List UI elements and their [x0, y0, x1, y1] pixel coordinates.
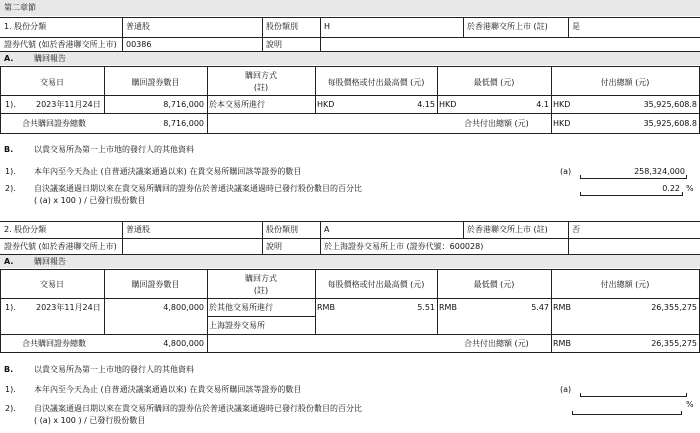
b-item2-index: 2).: [5, 404, 16, 413]
share-type-label: 股份類別: [266, 22, 298, 31]
row-total: 26,355,275: [651, 303, 697, 312]
row-low: 5.47: [531, 303, 549, 312]
col-header-method-note: (註): [253, 286, 269, 295]
col-header-qty: 購回證券數目: [131, 280, 180, 289]
share-type-value: H: [324, 22, 331, 31]
col-header-total: 付出總額 (元): [600, 280, 650, 289]
b-item1-tag: (a): [560, 167, 572, 176]
row-low-ccy: HKD: [439, 100, 457, 109]
col-header-low: 最低價 (元): [473, 280, 515, 289]
section-b-title: 以貴交易所為第一上市地的發行人的其他資料: [34, 145, 194, 154]
b-item2-formula: ( (a) x 100 ) / 已發行股份數目: [34, 416, 146, 425]
row-high: 4.15: [417, 100, 435, 109]
stock-code-value: 00386: [126, 40, 152, 49]
section-a-bg: [0, 255, 700, 268]
total-paid-value: 35,925,608.8: [643, 119, 697, 128]
section-a-bg: [0, 52, 700, 65]
b-item2-text: 自決議案通過日期以來在貴交易所購回的證券佔於普通決議案通過時已發行股份數目的百分比: [34, 184, 362, 193]
row-high-ccy: RMB: [317, 303, 335, 312]
total-qty-value: 4,800,000: [163, 339, 204, 348]
share-class-label: 2. 股份分類: [4, 225, 47, 234]
total-paid-ccy: HKD: [553, 119, 571, 128]
share-class-value: 普通股: [126, 225, 150, 234]
row-method-exchange: 上海證券交易所: [209, 321, 265, 330]
row-total: 35,925,608.8: [643, 100, 697, 109]
col-header-high: 每股價格或付出最高價 (元): [327, 280, 425, 289]
listed-hk-value: 是: [572, 22, 580, 31]
total-paid-value: 26,355,275: [651, 339, 697, 348]
share-class-label: 1. 股份分類: [4, 22, 47, 31]
b-item1-value: 258,324,000: [634, 167, 685, 176]
total-paid-ccy: RMB: [553, 339, 571, 348]
b-item1-text: 本年內至今天為止 (自普通決議案通過以來) 在貴交易所購回該等證券的數目: [34, 385, 302, 394]
row-index: 1).: [5, 100, 16, 109]
section-b-letter: B.: [4, 365, 14, 374]
description-label: 說明: [266, 40, 282, 49]
row-high-ccy: HKD: [317, 100, 335, 109]
listed-hk-value: 否: [572, 225, 580, 234]
section-a-title: 購回報告: [34, 257, 66, 266]
col-header-method: 購回方式: [245, 274, 277, 283]
row-method: 於其他交易所進行: [209, 303, 273, 312]
row-qty: 4,800,000: [163, 303, 204, 312]
col-header-method-note: (註): [253, 83, 269, 92]
row-low: 4.1: [536, 100, 549, 109]
chapter-header-bg: [0, 0, 700, 16]
total-qty-label: 合共購回證券總數: [22, 119, 86, 128]
stock-code-label: 證券代號 (如於香港聯交所上市): [4, 40, 117, 49]
section-b-letter: B.: [4, 145, 14, 154]
chapter-title: 第二章節: [4, 3, 36, 12]
b-item1-text: 本年內至今天為止 (自普通決議案通過以來) 在貴交易所購回該等證券的數目: [34, 167, 302, 176]
col-header-qty: 購回證券數目: [131, 78, 180, 87]
row-index: 1).: [5, 303, 16, 312]
b-item2-formula: ( (a) x 100 ) / 已發行股份數目: [34, 196, 146, 205]
description-value: 於上海證券交易所上市 (證券代號：600028): [324, 242, 484, 251]
b-item2-unit: %: [686, 400, 694, 409]
row-high: 5.51: [417, 303, 435, 312]
section-b-title: 以貴交易所為第一上市地的發行人的其他資料: [34, 365, 194, 374]
row-date: 2023年11月24日: [36, 100, 101, 109]
row-total-ccy: HKD: [553, 100, 571, 109]
total-qty-label: 合共購回證券總數: [22, 339, 86, 348]
total-paid-label: 合共付出總額 (元): [464, 339, 529, 348]
b-item1-index: 1).: [5, 385, 16, 394]
row-date: 2023年11月24日: [36, 303, 101, 312]
listed-hk-label: 於香港聯交所上市 (註): [467, 22, 548, 31]
row-total-ccy: RMB: [553, 303, 571, 312]
section-a-letter: A.: [4, 54, 14, 63]
share-type-value: A: [324, 225, 330, 234]
b-item1-index: 1).: [5, 167, 16, 176]
share-class-value: 普通股: [126, 22, 150, 31]
section-a-letter: A.: [4, 257, 14, 266]
row-method: 於本交易所進行: [209, 100, 265, 109]
col-header-date: 交易日: [40, 78, 64, 87]
b-item2-index: 2).: [5, 184, 16, 193]
col-header-total: 付出總額 (元): [600, 78, 650, 87]
col-header-high: 每股價格或付出最高價 (元): [327, 78, 425, 87]
row-low-ccy: RMB: [439, 303, 457, 312]
col-header-method: 購回方式: [245, 71, 277, 80]
listed-hk-label: 於香港聯交所上市 (註): [467, 225, 548, 234]
b-item2-value: 0.22: [662, 184, 680, 193]
b-item2-unit: %: [686, 184, 694, 193]
col-header-date: 交易日: [40, 280, 64, 289]
b-item2-text: 自決議案通過日期以來在貴交易所購回的證券佔於普通決議案通過時已發行股份數目的百分比: [34, 404, 362, 413]
total-qty-value: 8,716,000: [163, 119, 204, 128]
b-item1-tag: (a): [560, 385, 572, 394]
share-type-label: 股份類別: [266, 225, 298, 234]
row-qty: 8,716,000: [163, 100, 204, 109]
stock-code-label: 證券代號 (如於香港聯交所上市): [4, 242, 117, 251]
col-header-low: 最低價 (元): [473, 78, 515, 87]
total-paid-label: 合共付出總額 (元): [464, 119, 529, 128]
section-a-title: 購回報告: [34, 54, 66, 63]
description-label: 說明: [266, 242, 282, 251]
